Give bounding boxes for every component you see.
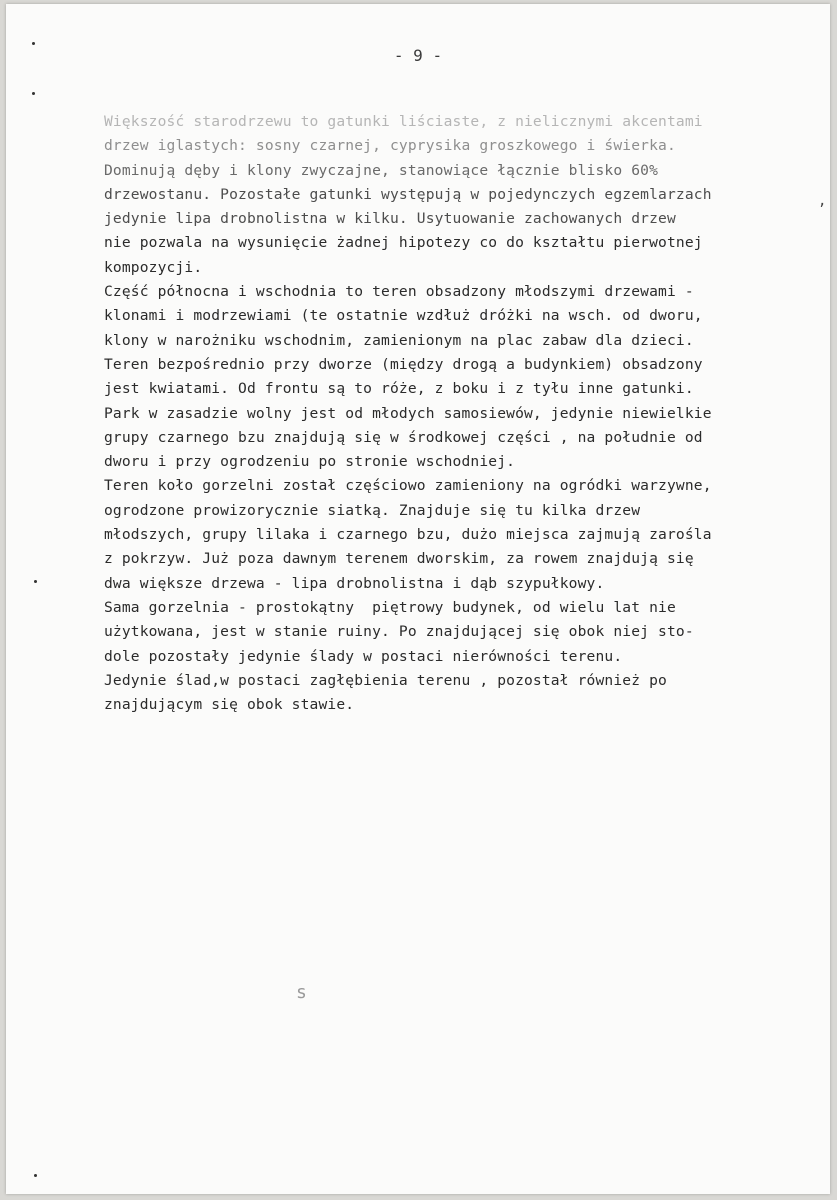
text-line: klony w narożniku wschodnim, zamienionym na plac zabaw dla dzieci.: [104, 331, 694, 349]
text-line: Teren koło gorzelni został częściowo zamieniony na ogródki warzywne,: [104, 477, 712, 495]
text-line: drzewostanu. Pozostałe gatunki występują w pojedynczych egzemlarzach: [104, 185, 712, 203]
binding-hole-mark: [32, 42, 35, 45]
text-line: z pokrzyw. Już poza dawnym terenem dworskim, za rowem znajdują się: [104, 550, 694, 568]
text-line: dworu i przy ogrodzeniu po stronie wschodniej.: [104, 453, 516, 471]
binding-hole-mark: [32, 92, 35, 95]
document-page: [6, 4, 830, 1194]
text-line: dwa większe drzewa - lipa drobnolistna i dąb szypułkowy.: [104, 574, 605, 592]
text-line: znajdującym się obok stawie.: [104, 696, 355, 714]
text-line: Sama gorzelnia - prostokątny piętrowy budynek, od wielu lat nie: [104, 598, 676, 616]
text-line: młodszych, grupy lilaka i czarnego bzu, dużo miejsca zajmują zarośla: [104, 526, 712, 544]
text-line: jedynie lipa drobnolistna w kilku. Usytuowanie zachowanych drzew: [104, 210, 676, 228]
text-line: kompozycji.: [104, 258, 203, 276]
text-line: użytkowana, jest w stanie ruiny. Po znajdującej się obok niej sto-: [104, 623, 694, 641]
text-line: drzew iglastych: sosny czarnej, cyprysika groszkowego i świerka.: [104, 137, 676, 155]
text-line: Teren bezpośrednio przy dworze (między drogą a budynkiem) obsadzony: [104, 355, 703, 373]
text-line: Dominują dęby i klony zwyczajne, stanowiące łącznie blisko 60%: [104, 161, 659, 179]
binding-hole-mark: [34, 1174, 37, 1177]
text-line: Jedynie ślad,w postaci zagłębienia terenu , pozostał również po: [104, 671, 667, 689]
text-line: Część północna i wschodnia to teren obsadzony młodszymi drzewami -: [104, 283, 694, 301]
text-line: Park w zasadzie wolny jest od młodych samosiewów, jedynie niewielkie: [104, 404, 712, 422]
text-line: ogrodzone prowizorycznie siatką. Znajduje się tu kilka drzew: [104, 501, 641, 519]
text-line: nie pozwala na wysunięcie żadnej hipotezy co do kształtu pierwotnej: [104, 234, 703, 252]
binding-hole-mark: [34, 580, 37, 583]
text-line: jest kwiatami. Od frontu są to róże, z boku i z tyłu inne gatunki.: [104, 380, 694, 398]
margin-comma-mark: ,: [818, 193, 827, 209]
typewritten-text: [104, 110, 804, 717]
handwritten-mark: s: [296, 982, 307, 1003]
text-line: grupy czarnego bzu znajdują się w środkowej części , na południe od: [104, 428, 703, 446]
text-line: Większość starodrzewu to gatunki liściaste, z nielicznymi akcentami: [104, 113, 703, 130]
text-line: dole pozostały jedynie ślady w postaci nierówności terenu.: [104, 647, 623, 665]
text-line: klonami i modrzewiami (te ostatnie wzdłuż dróżki na wsch. od dworu,: [104, 307, 703, 325]
page-number: - 9 -: [393, 46, 443, 65]
